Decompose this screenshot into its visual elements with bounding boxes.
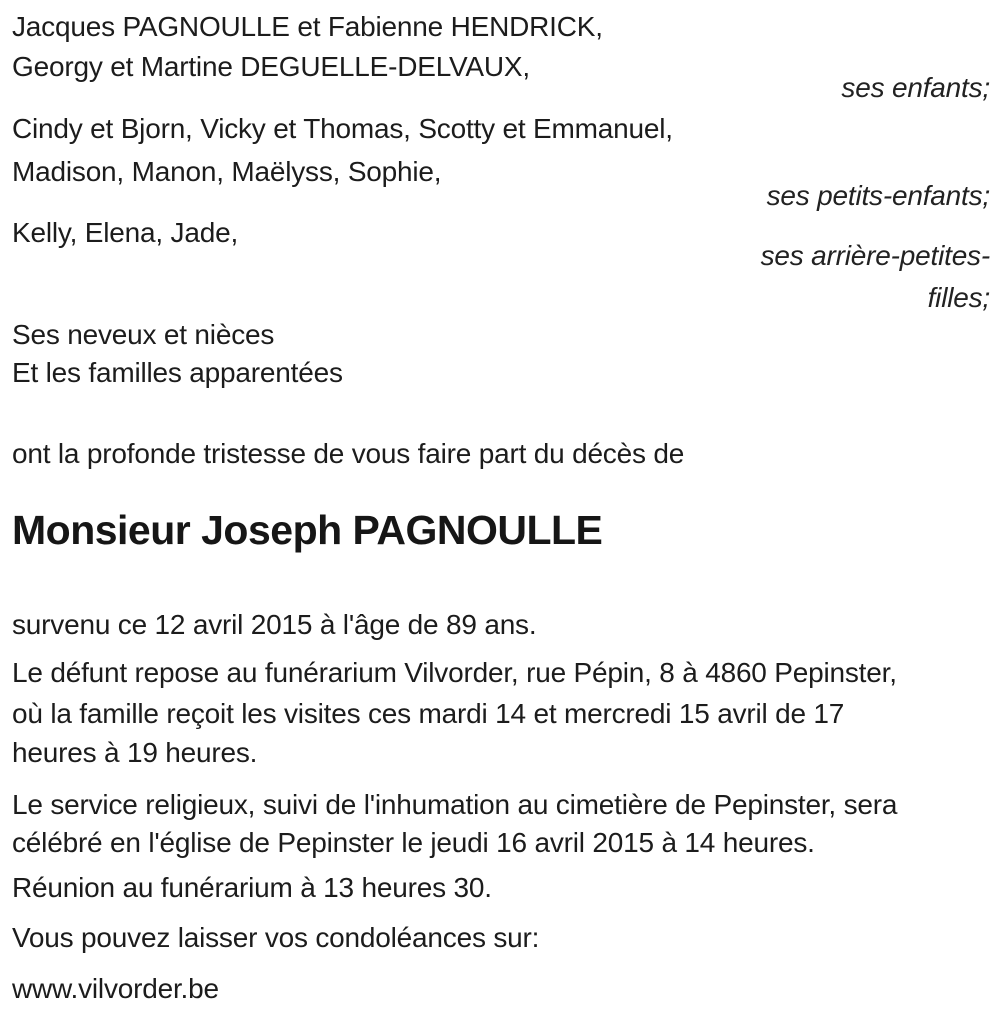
funeral-home-paragraph-line-1: Le défunt repose au funérarium Vilvorder, rue Pépin, 8 à 4860 Pepinster, (12, 657, 897, 688)
death-statement: survenu ce 12 avril 2015 à l'âge de 89 ans. (12, 609, 537, 640)
deceased-name-heading: Monsieur Joseph PAGNOULLE (12, 507, 603, 553)
grandchildren-name-line-2: Madison, Manon, Maëlyss, Sophie, (12, 156, 442, 187)
children-name-line-1: Jacques PAGNOULLE et Fabienne HENDRICK, (12, 11, 603, 42)
grandchildren-relation-label: ses petits-enfants; (766, 180, 990, 211)
grandchildren-name-line-1: Cindy et Bjorn, Vicky et Thomas, Scotty et Emmanuel, (12, 113, 673, 144)
website-url: www.vilvorder.be (12, 973, 219, 1004)
funeral-home-paragraph-line-2: où la famille reçoit les visites ces mardi 14 et mercredi 15 avril de 17 (12, 698, 845, 729)
great-granddaughters-relation-label-line-2: filles; (927, 282, 990, 313)
children-name-line-2: Georgy et Martine DEGUELLE-DELVAUX, (12, 51, 530, 82)
funeral-home-paragraph-line-3: heures à 19 heures. (12, 737, 258, 768)
children-relation-label: ses enfants; (841, 72, 990, 103)
great-granddaughters-name-line: Kelly, Elena, Jade, (12, 217, 239, 248)
relatives-line-related-families: Et les familles apparentées (12, 357, 343, 388)
great-granddaughters-relation-label-line-1: ses arrière-petites- (760, 240, 990, 271)
relatives-line-nephews-nieces: Ses neveux et nièces (12, 319, 275, 350)
meeting-statement: Réunion au funérarium à 13 heures 30. (12, 872, 492, 903)
service-paragraph-line-2: célébré en l'église de Pepinster le jeudi 16 avril 2015 à 14 heures. (12, 827, 815, 858)
condolences-intro: Vous pouvez laisser vos condoléances sur: (12, 922, 540, 953)
service-paragraph-line-1: Le service religieux, suivi de l'inhumation au cimetière de Pepinster, sera (12, 789, 898, 820)
announcement-intro: ont la profonde tristesse de vous faire part du décès de (12, 438, 685, 469)
